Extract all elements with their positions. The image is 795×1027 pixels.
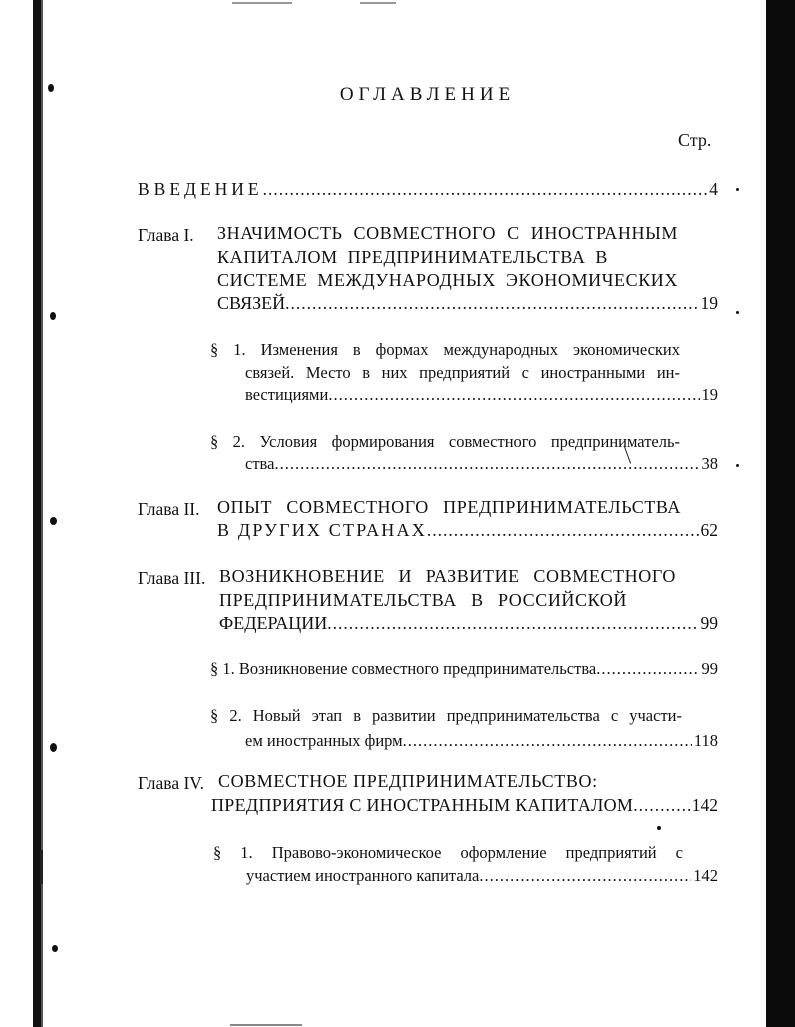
leader-dots: [285, 292, 698, 315]
leader-dots: [479, 864, 691, 887]
chapter-title-line: СВЯЗЕЙ: [217, 293, 286, 313]
section-title-line: § 2. Условия формирования совместного предприниматель-: [210, 432, 680, 451]
page-number: 142: [693, 866, 718, 885]
chapter-title-line: СОВМЕСТНОЕ ПРЕДПРИНИМАТЕЛЬСТВО:: [218, 771, 598, 791]
chapter-title-line: ВОЗНИКНОВЕНИЕ И РАЗВИТИЕ СОВМЕСТНОГО: [219, 566, 676, 586]
section-title-line: ства: [245, 454, 275, 473]
scan-mark-bottom: [230, 1024, 302, 1026]
section-title-line: связей. Место в них предприятий с иностранными ин-: [245, 363, 680, 382]
scan-speck: [50, 743, 57, 752]
leader-dots: [427, 519, 699, 542]
scan-speck: [736, 188, 739, 191]
toc-entry-chapter-1: [217, 292, 718, 315]
toc-entry-title: ВВЕДЕНИЕ: [138, 179, 263, 199]
section-title-line: вестициями: [245, 385, 329, 404]
chapter-title-line: СИСТЕМЕ МЕЖДУНАРОДНЫХ ЭКОНОМИЧЕСКИХ: [217, 270, 678, 290]
scan-speck: [657, 826, 661, 830]
chapter-label: Глава II.: [138, 499, 200, 519]
chapter-title-line: ФЕДЕРАЦИИ: [219, 613, 328, 633]
chapter-title-line: В ДРУГИХ СТРАНАХ: [217, 520, 427, 540]
toc-entry-chapter-2: [217, 519, 718, 542]
leader-dots: [263, 178, 708, 201]
page-number: 4: [709, 179, 718, 199]
scan-mark-top: [232, 2, 292, 4]
toc-entry-introduction: [138, 178, 718, 201]
leader-dots: [403, 729, 692, 752]
chapter-title-line: ПРЕДПРИНИМАТЕЛЬСТВА В РОССИЙСКОЙ: [219, 590, 627, 610]
section-title-line: § 2. Новый этап в развитии предпринимательства с участи-: [210, 706, 682, 725]
leader-dots: [596, 657, 699, 680]
chapter-title-line: ПРЕДПРИЯТИЯ С ИНОСТРАННЫМ КАПИТАЛОМ: [211, 795, 634, 815]
scan-speck: [736, 311, 739, 314]
toc-entry-section-1-2: [245, 452, 718, 475]
scan-speck: [736, 464, 739, 467]
toc-entry-section-3-2: [245, 729, 718, 752]
section-title-line: § 1. Возникновение совместного предпринимательства: [210, 659, 597, 678]
toc-entry-section-1-1: [245, 383, 718, 406]
chapter-label: Глава I.: [138, 225, 194, 245]
page-number: 142: [691, 795, 718, 815]
leader-dots: [274, 452, 699, 475]
section-title-line: ем иностранных фирм: [245, 731, 403, 750]
leader-dots: [327, 612, 698, 635]
toc-entry-chapter-3: [219, 612, 718, 635]
scan-speck: [50, 517, 57, 525]
toc-entry-chapter-4: [211, 794, 718, 817]
page-number: 99: [700, 613, 718, 633]
section-title-line: § 1. Правово-экономическое оформление предприятий с: [213, 843, 683, 862]
page-number: 99: [701, 659, 718, 678]
chapter-label: Глава IV.: [138, 773, 205, 793]
page-number: 118: [693, 731, 718, 750]
chapter-title-line: КАПИТАЛОМ ПРЕДПРИНИМАТЕЛЬСТВА В: [217, 247, 608, 267]
scan-border-right: [766, 0, 795, 1027]
page-title: ОГЛАВЛЕНИЕ: [339, 84, 516, 105]
scan-speck: [50, 312, 56, 320]
toc-entry-section-4-1: [246, 864, 718, 887]
scan-mark-top: [360, 2, 396, 4]
toc-entry-section-3-1: [210, 657, 718, 680]
page-number: 38: [701, 454, 718, 473]
chapter-title-line: ОПЫТ СОВМЕСТНОГО ПРЕДПРИНИМАТЕЛЬСТВА: [217, 497, 681, 517]
chapter-title-line: ЗНАЧИМОСТЬ СОВМЕСТНОГО С ИНОСТРАННЫМ: [217, 223, 678, 243]
section-title-line: участием иностранного капитала: [246, 866, 480, 885]
page-column-label: Стр.: [678, 130, 712, 150]
page-number: 19: [701, 385, 718, 404]
leader-dots: [328, 383, 699, 406]
leader-dots: [633, 794, 690, 817]
page-number: 62: [700, 520, 718, 540]
scan-stroke: [40, 850, 43, 884]
scan-speck: [52, 945, 58, 952]
page-number: 19: [700, 293, 718, 313]
chapter-label: Глава III.: [138, 568, 206, 588]
section-title-line: § 1. Изменения в формах международных экономических: [210, 340, 680, 359]
